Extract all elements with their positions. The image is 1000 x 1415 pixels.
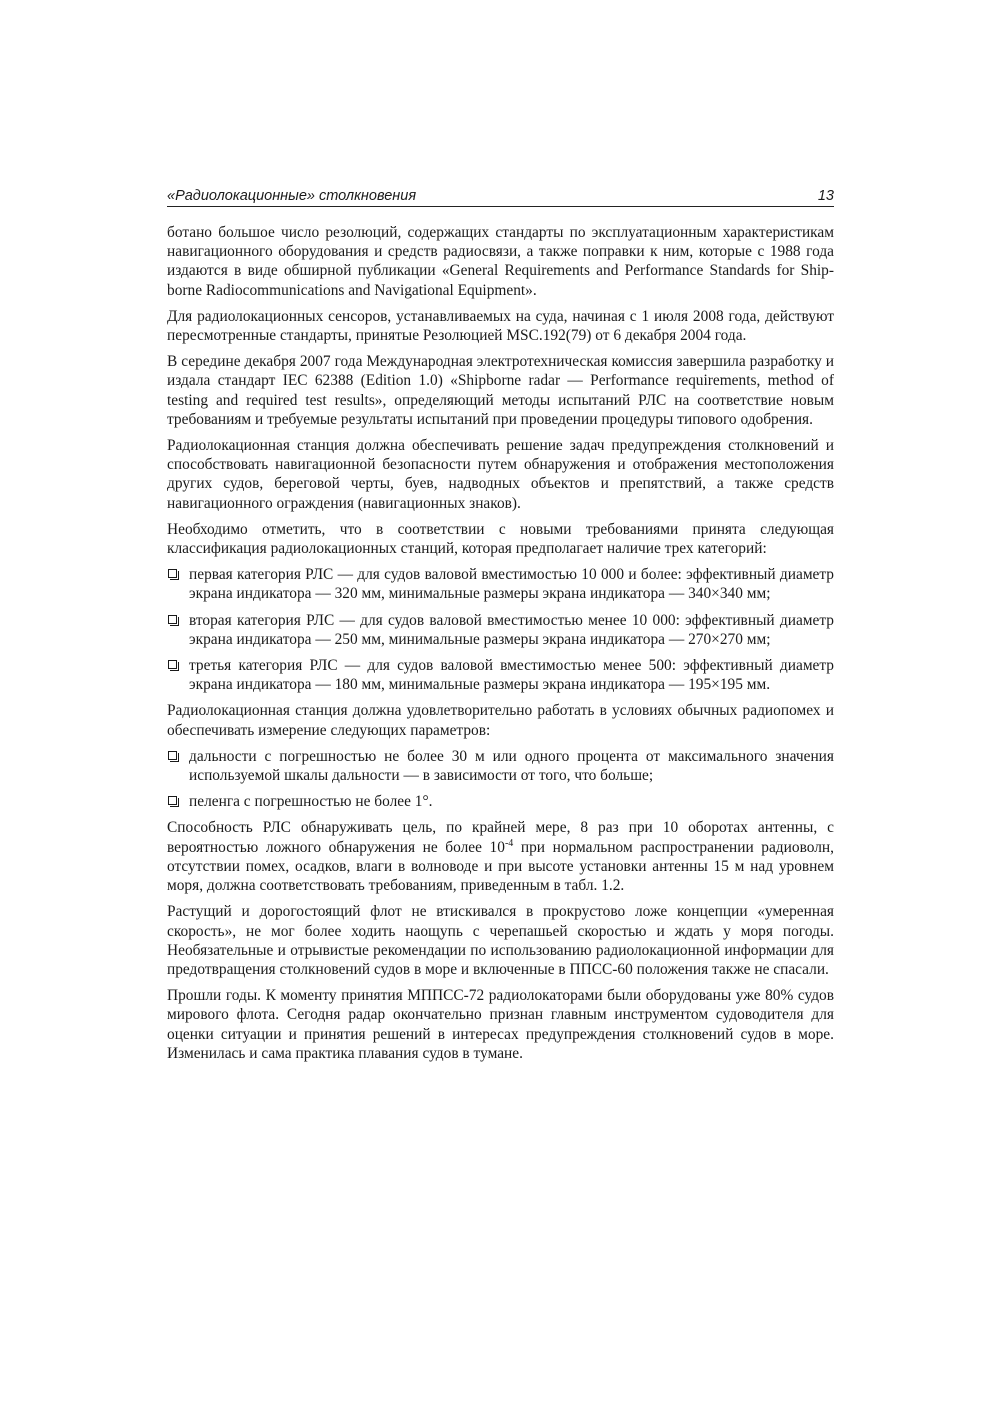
paragraph-parameters-intro: Радиолокационная станция должна удовлетворительно работать в условиях обычных радиопомех и обеспечивать измерение следующих параметров: xyxy=(167,702,834,739)
category-list xyxy=(167,565,834,694)
paragraph-radar-purpose: Радиолокационная станция должна обеспечивать решение задач предупреждения столкновений и способствовать навигационной безопасности путем обнаружения и отображения местоположения других судов, береговой черты, буев, надводных объектов и препятствий, а также средств навигационного ограждения (навигационных знаков). xyxy=(167,437,834,512)
paragraph-classification-intro: Необходимо отметить, что в соответствии с новыми требованиями принята следующая классификация радиолокационных станций, которая предполагает наличие трех категорий: xyxy=(167,520,834,558)
paragraph-colregs-72: Прошли годы. К моменту принятия МППСС-72 радиолокаторами были оборудованы уже 80% судов мирового флота. Сегодня радар окончательно признан главным инструментом судоводителя для оценки ситуации и принятия решений в интересах предупреждения столкновений судов в море. Изменилась и сама практика плавания судов в тумане. xyxy=(167,987,834,1062)
running-header xyxy=(167,186,834,207)
body-text xyxy=(167,223,834,1063)
checkbox-bullet-icon xyxy=(168,660,177,669)
list-item xyxy=(167,565,834,603)
checkbox-bullet-icon xyxy=(168,615,177,624)
exponent: -4 xyxy=(504,837,514,849)
checkbox-bullet-icon xyxy=(168,569,177,578)
detection-text-start: Способность РЛС обнаруживать цель, по крайней мере, 8 раз при 10 оборотах антенны, с вероятностью ложного обнаружения не более 10 xyxy=(167,819,834,856)
list-item-text: пеленга с погрешностью не более 1°. xyxy=(189,793,433,811)
chapter-title: «Радиолокационные» столкновения xyxy=(167,188,417,204)
list-item-text: вторая категория РЛС — для судов валовой вместимостью менее 10 000: эффективный диаметр экрана индикатора — 250 мм, минимальные размеры экрана индикатора — 270×270 мм; xyxy=(189,611,834,648)
list-item-text: первая категория РЛС — для судов валовой вместимостью 10 000 и более: эффективный диаметр экрана индикатора — 320 мм, минимальные размеры экрана индикатора — 340×340 мм; xyxy=(189,566,834,603)
paragraph-detection xyxy=(167,818,834,895)
paragraph-resolutions: ботано большое число резолюций, содержащих стандарты по эксплуатационным характеристикам навигационного оборудования и средств радиосвязи, а также поправки к ним, которые с 1988 года издаются в виде обширной публикации «General Requirements and Performance Standards for Ship-borne Radiocommunications and Navigational Equipment». xyxy=(167,224,834,299)
list-item-text: третья категория РЛС — для судов валовой вместимостью менее 500: эффективный диаметр экрана индикатора — 180 мм, минимальные размеры экрана индикатора — 195×195 мм. xyxy=(189,657,834,694)
checkbox-bullet-icon xyxy=(168,751,177,760)
list-item-text: дальности с погрешностью не более 30 м или одного процента от максимального значения используемой шкалы дальности — в зависимости от того, что больше; xyxy=(189,747,834,785)
list-item xyxy=(167,611,834,649)
list-item xyxy=(167,792,834,811)
detection-text-end: при нормальном распространении радиоволн, отсутствии помех, осадков, влаги в волноводе и при высоте установки антенны 15 м над уровнем моря, должна соответствовать требованиям, приведенным в табл. 1.2. xyxy=(167,838,834,895)
list-item xyxy=(167,656,834,694)
checkbox-bullet-icon xyxy=(168,796,177,805)
paragraph-msc-standards: Для радиолокационных сенсоров, устанавливаемых на суда, начиная с 1 июля 2008 года, действуют пересмотренные стандарты, принятые Резолюцией MSC.192(79) от 6 декабря 2004 года. xyxy=(167,307,834,345)
list-item xyxy=(167,747,834,785)
paragraph-fleet-growth: Растущий и дорогостоящий флот не втискивался в прокрустово ложе концепции «умеренная скорость», не мог более ходить наощупь с черепашьей скоростью и ждать у моря погоды. Необязательные и отрывистые рекомендации по использованию радиолокационной информации для предотвращения столкновений судов в море и включенные в ППСС-60 положения также не спасали. xyxy=(167,903,834,978)
page-number: 13 xyxy=(817,188,834,204)
page xyxy=(167,186,834,1070)
parameter-list xyxy=(167,747,834,812)
paragraph-iec-standard: В середине декабря 2007 года Международная электротехническая комиссия завершила разработку и издала стандарт IEC 62388 (Edition 1.0) «Shipborne radar — Performance requirements, method of testing and required test results», определяющий методы испытаний РЛС на соответствие новым требованиям и требуемые результаты испытаний при проведении процедуры типового одобрения. xyxy=(167,353,834,428)
